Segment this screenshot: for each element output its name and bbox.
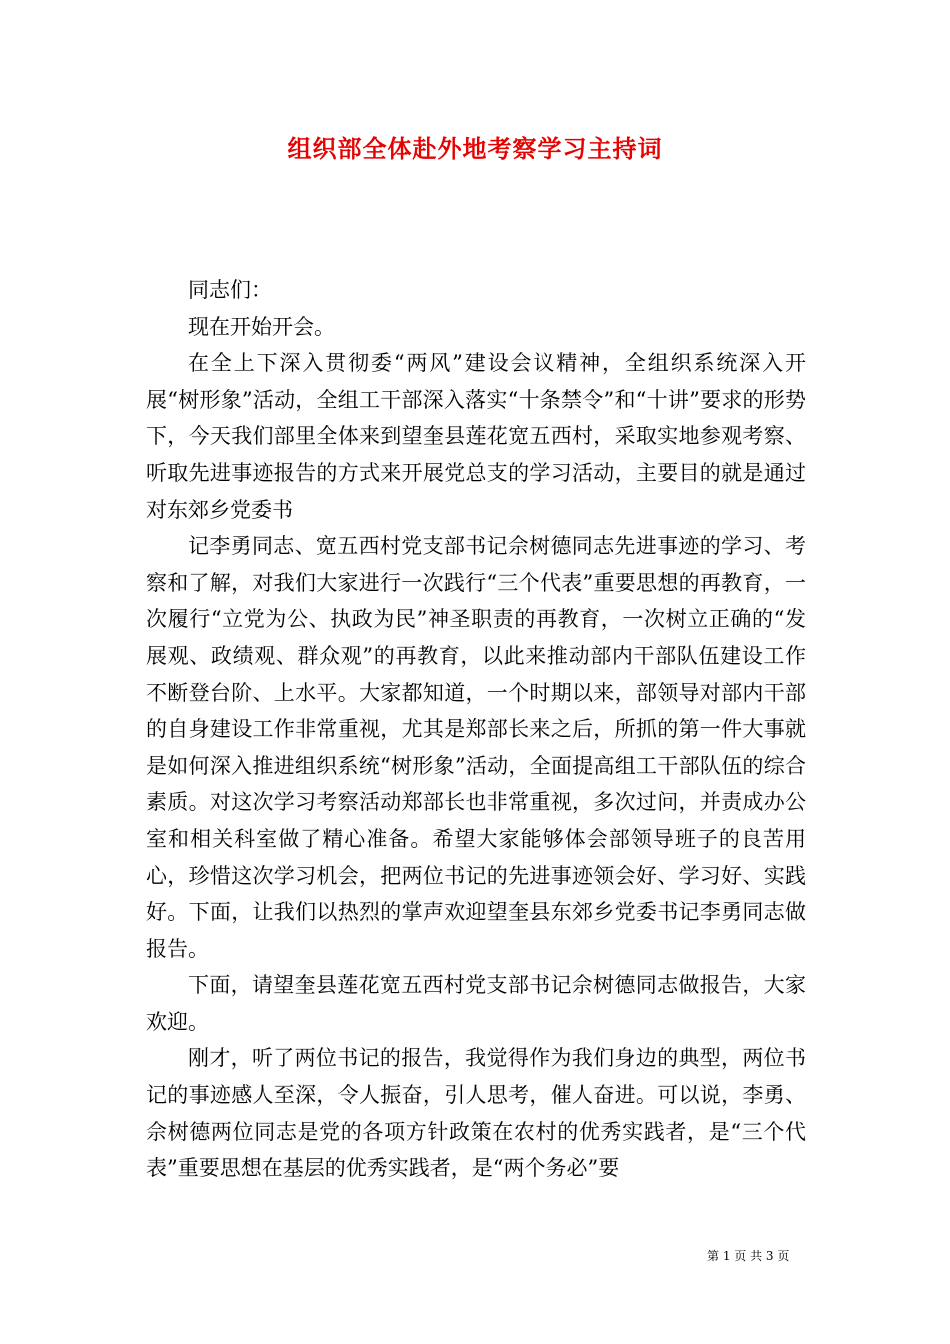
paragraph-second-speaker: 下面，请望奎县莲花宽五西村党支部书记佘树德同志做报告，大家欢迎。 (146, 973, 806, 1034)
paragraph-opening: 现在开始开会。 (188, 314, 335, 339)
paragraph-purpose: 记李勇同志、宽五西村党支部书记佘树德同志先进事迹的学习、考察和了解，对我们大家进行一次践行“三个代表”重要思想的再教育，一次履行“立党为公、执政为民”神圣职责的再教育，一次树立正确的“发展观、政绩观、群众观”的再教育，以此来推动部内干部队伍建设工作不断登台阶、上水平。大家都知道，一个时期以来，部领导对部内干部的自身建设工作非常重视，尤其是郑部长来之后，所抓的第一件大事就是如何深入推进组织系统“树形象”活动，全面提高组工干部队伍的综合素质。对这次学习考察活动郑部长也非常重视，多次过问，并责成办公室和相关科室做了精心准备。希望大家能够体会部领导班子的良苦用心，珍惜这次学习机会，把两位书记的先进事迹领会好、学习好、实践好。下面，让我们以热烈的掌声欢迎望奎县东郊乡党委书记李勇同志做报告。 (146, 534, 806, 961)
page-number: 第 1 页 共 3 页 (707, 1249, 790, 1263)
paragraph-background: 在全上下深入贯彻委“两风”建设会议精神，全组织系统深入开展“树形象”活动，全组工干部深入落实“十条禁令”和“十讲”要求的形势下，今天我们部里全体来到望奎县莲花宽五西村，采取实地参观考察、听取先进事迹报告的方式来开展党总支的学习活动，主要目的就是通过对东郊乡党委书 (146, 351, 806, 522)
document-title: 组织部全体赴外地考察学习主持词 (287, 134, 663, 163)
document-body (146, 272, 806, 1187)
paragraph-greeting: 同志们： (188, 278, 272, 302)
paragraph-summary: 刚才，听了两位书记的报告，我觉得作为我们身边的典型，两位书记的事迹感人至深，令人振奋，引人思考，催人奋进。可以说，李勇、佘树德两位同志是党的各项方针政策在农村的优秀实践者，是“三个代表”重要思想在基层的优秀实践者，是“两个务必”要 (146, 1046, 806, 1181)
